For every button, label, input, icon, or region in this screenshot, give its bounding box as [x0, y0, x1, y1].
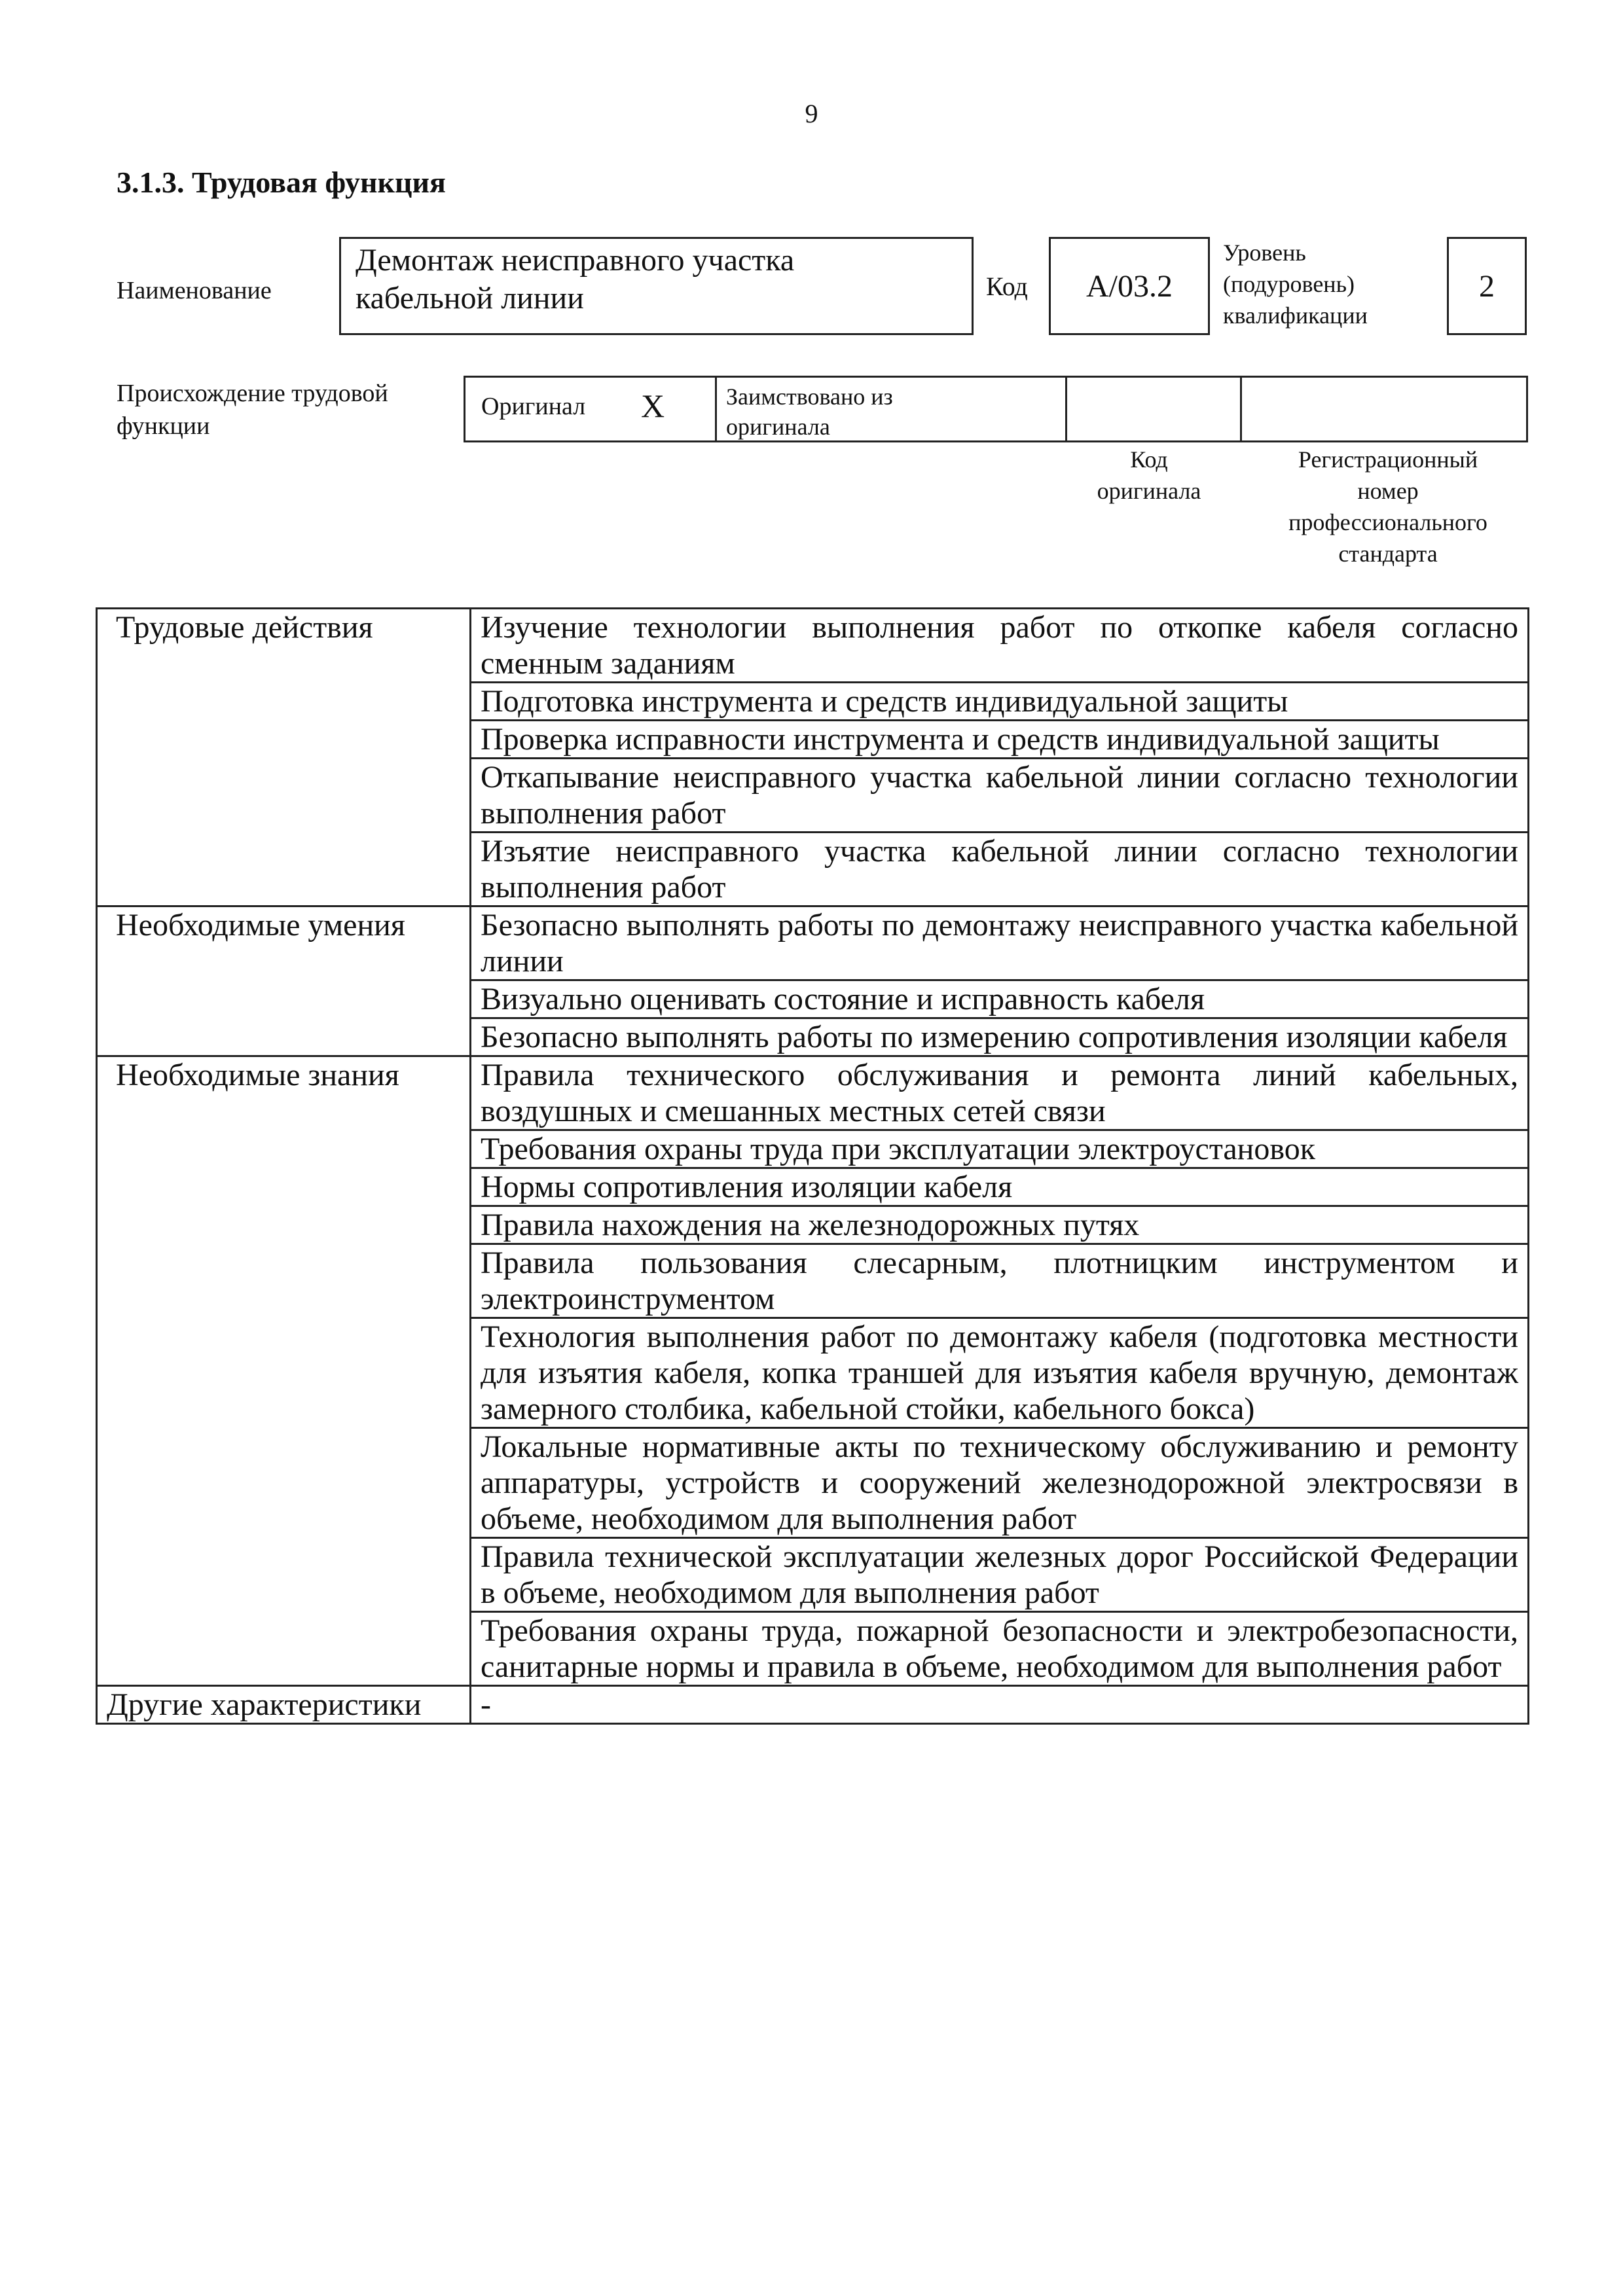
table-cell: Проверка исправности инструмента и средств индивидуальной защиты [471, 721, 1529, 759]
name-value-line2: кабельной линии [356, 281, 584, 315]
category-required-knowledge: Необходимые знания [97, 1056, 471, 1686]
code-label: Код [986, 272, 1028, 301]
origin-borrowed-cell [717, 378, 1067, 440]
table-cell: Изъятие неисправного участка кабельной линии согласно технологии выполнения работ [471, 833, 1529, 906]
origin-label-line2: функции [117, 412, 210, 440]
level-value: 2 [1447, 237, 1527, 335]
table-cell: Локальные нормативные акты по техническому обслуживанию и ремонту аппаратуры, устройств и сооружений железнодорожной электросвязи в объеме, необходимом для выполнения работ [471, 1428, 1529, 1538]
table-cell: Подготовка инструмента и средств индивидуальной защиты [471, 683, 1529, 721]
caption-reg-line4: стандарта [1338, 541, 1438, 567]
name-value-box [339, 237, 974, 335]
level-label-line3: квалификации [1223, 302, 1368, 329]
caption-reg-line1: Регистрационный [1298, 446, 1478, 473]
category-required-skills: Необходимые умения [97, 906, 471, 1056]
code-value: А/03.2 [1049, 237, 1210, 335]
caption-code-line2: оригинала [1097, 478, 1201, 504]
origin-original-label: Оригинал [481, 393, 586, 420]
name-label: Наименование [117, 277, 272, 304]
table-cell: Правила пользования слесарным, плотницким инструментом и электроинструментом [471, 1244, 1529, 1318]
table-row [97, 609, 1529, 683]
origin-table [464, 376, 1528, 442]
caption-reg-line3: профессионального [1288, 509, 1487, 535]
table-row [97, 1056, 1529, 1130]
table-cell: Требования охраны труда при эксплуатации электроустановок [471, 1130, 1529, 1168]
table-row [97, 1686, 1529, 1724]
origin-original-cell [465, 378, 717, 440]
origin-reg-cell [1242, 378, 1526, 440]
table-cell: Безопасно выполнять работы по демонтажу неисправного участка кабельной линии [471, 906, 1529, 980]
origin-label [117, 377, 457, 442]
origin-borrowed-line2: оригинала [726, 414, 830, 440]
origin-original-mark: X [641, 387, 665, 424]
origin-borrowed-label [726, 382, 893, 442]
table-cell: - [471, 1686, 1529, 1724]
table-cell: Требования охраны труда, пожарной безопасности и электробезопасности, санитарные нормы и правила в объеме, необходимом для выполнения работ [471, 1612, 1529, 1686]
page-number: 9 [805, 99, 818, 128]
table-cell: Правила технического обслуживания и ремонта линий кабельных, воздушных и смешанных местных сетей связи [471, 1056, 1529, 1130]
table-cell: Правила нахождения на железнодорожных путях [471, 1206, 1529, 1244]
caption-registration-number [1244, 444, 1532, 569]
section-title: 3.1.3. Трудовая функция [117, 166, 446, 199]
level-label [1223, 237, 1368, 331]
table-cell: Правила технической эксплуатации железных дорог Российской Федерации в объеме, необходимом для выполнения работ [471, 1538, 1529, 1612]
caption-code-line1: Код [1130, 446, 1168, 473]
table-cell: Визуально оценивать состояние и исправность кабеля [471, 980, 1529, 1018]
table-cell: Откапывание неисправного участка кабельной линии согласно технологии выполнения работ [471, 759, 1529, 833]
table-cell: Безопасно выполнять работы по измерению сопротивления изоляции кабеля [471, 1018, 1529, 1056]
table-cell: Нормы сопротивления изоляции кабеля [471, 1168, 1529, 1206]
origin-label-line1: Происхождение трудовой [117, 380, 388, 407]
caption-reg-line2: номер [1357, 478, 1419, 504]
level-label-line1: Уровень [1223, 240, 1306, 266]
category-labor-actions: Трудовые действия [97, 609, 471, 906]
table-cell: Изучение технологии выполнения работ по откопке кабеля согласно сменным заданиям [471, 609, 1529, 683]
caption-original-code [1061, 444, 1237, 507]
table-cell: Технология выполнения работ по демонтажу кабеля (подготовка местности для изъятия кабеля, копка траншей для изъятия кабеля вручную, демонтаж замерного столбика, кабельной стойки, кабельного бокса) [471, 1318, 1529, 1428]
origin-borrowed-line1: Заимствовано из [726, 384, 893, 410]
origin-code-cell [1067, 378, 1242, 440]
level-label-line2: (подуровень) [1223, 271, 1355, 297]
table-row [97, 906, 1529, 980]
name-value-line1: Демонтаж неисправного участка [356, 243, 795, 278]
category-other-characteristics: Другие характеристики [97, 1686, 471, 1724]
function-details-table [96, 607, 1529, 1725]
